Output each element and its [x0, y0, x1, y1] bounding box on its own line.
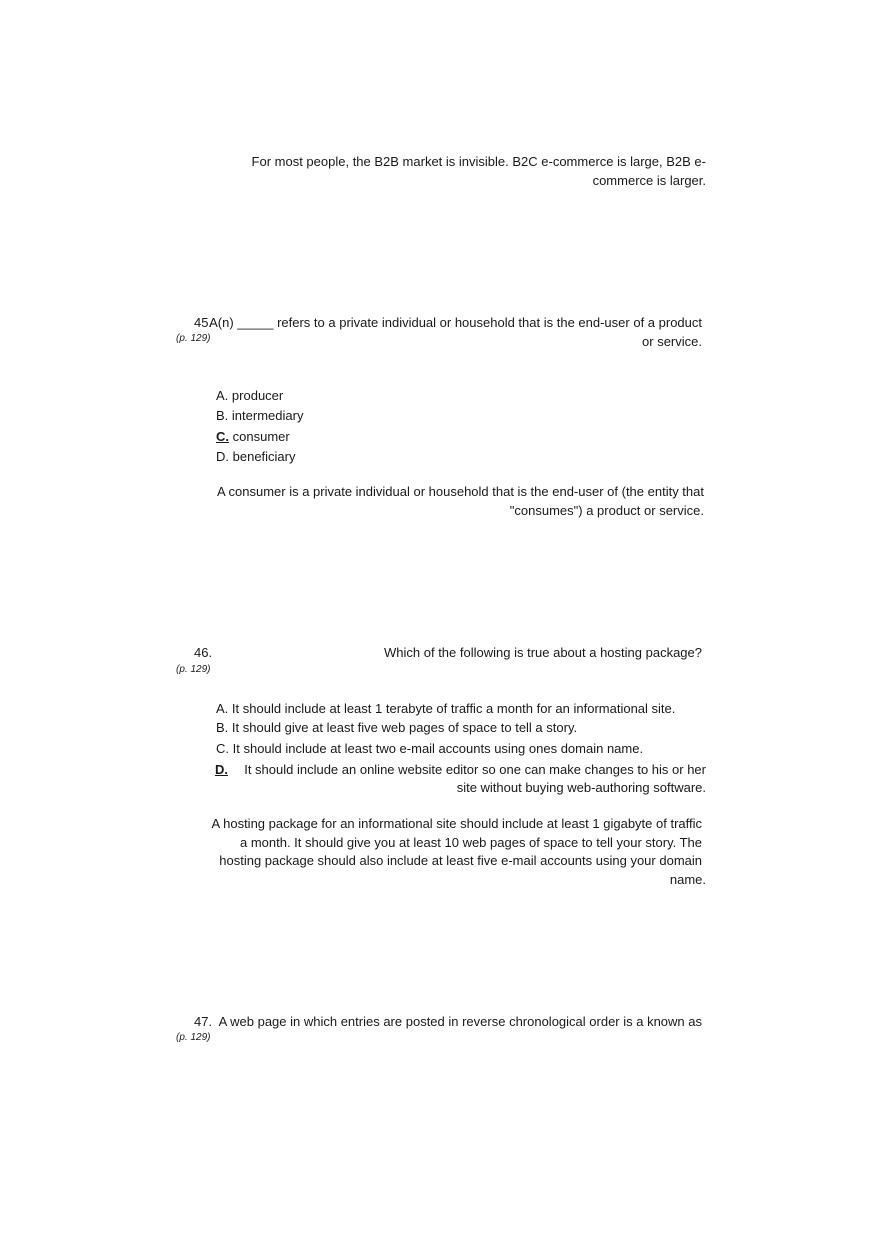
answer-option-c: [216, 427, 290, 447]
explanation-text: For most people, the B2B market is invisible. B2C e-commerce is large, B2B e-: [251, 154, 706, 169]
option-letter: A.: [216, 388, 229, 403]
question-stem: or service.: [642, 334, 702, 349]
option-text: It should include at least 1 terabyte of traffic a month for an informational site.: [231, 701, 676, 716]
explanation-text: A consumer is a private individual or household that is the end-user of (the entity that: [216, 484, 704, 499]
page-reference: (p. 129): [176, 1032, 211, 1043]
answer-option-b: [216, 406, 303, 426]
option-letter: B.: [216, 720, 229, 735]
option-text: consumer: [232, 429, 290, 444]
option-letter: A.: [216, 701, 229, 716]
explanation-text: hosting package should also include at least five e-mail accounts using your domain: [219, 853, 702, 868]
option-text: It should include an online website editor so one can make changes to his or her: [244, 762, 706, 777]
answer-option-b: [216, 718, 577, 738]
option-text: beneficiary: [232, 449, 296, 464]
question-number: 45.: [194, 315, 213, 330]
option-text: It should include at least two e-mail accounts using ones domain name.: [232, 741, 644, 756]
answer-option-a: [216, 386, 283, 406]
option-letter: B.: [216, 408, 229, 423]
answer-option-a: [216, 699, 675, 719]
option-letter: C.: [216, 741, 229, 756]
answer-option-d: [216, 447, 296, 467]
question-stem: A web page in which entries are posted in reverse chronological order is a known as: [218, 1014, 702, 1029]
answer-option-d: [215, 760, 228, 780]
question-number: 47.: [194, 1014, 213, 1029]
explanation-text: commerce is larger.: [592, 173, 706, 188]
option-text: intermediary: [231, 408, 304, 423]
option-text: producer: [231, 388, 284, 403]
option-text: It should give at least five web pages of space to tell a story.: [231, 720, 578, 735]
page-reference: (p. 129): [176, 664, 211, 675]
explanation-text: a month. It should give you at least 10 web pages of space to tell your story. The: [239, 835, 702, 850]
question-stem: Which of the following is true about a hosting package?: [384, 645, 702, 660]
question-stem: A(n) _____ refers to a private individual or household that is the end-user of a product: [209, 315, 702, 330]
question-number: 46.: [194, 645, 213, 660]
explanation-text: "consumes") a product or service.: [509, 503, 704, 518]
answer-option-c: [216, 739, 643, 759]
explanation-text: name.: [669, 872, 706, 887]
option-letter: D.: [216, 449, 229, 464]
correct-option-letter: C.: [216, 429, 229, 444]
explanation-text: A hosting package for an informational site should include at least 1 gigabyte of traffic: [211, 816, 702, 831]
option-text: site without buying web-authoring software.: [456, 780, 706, 795]
page-reference: (p. 129): [176, 333, 211, 344]
correct-option-letter: D.: [215, 762, 228, 777]
